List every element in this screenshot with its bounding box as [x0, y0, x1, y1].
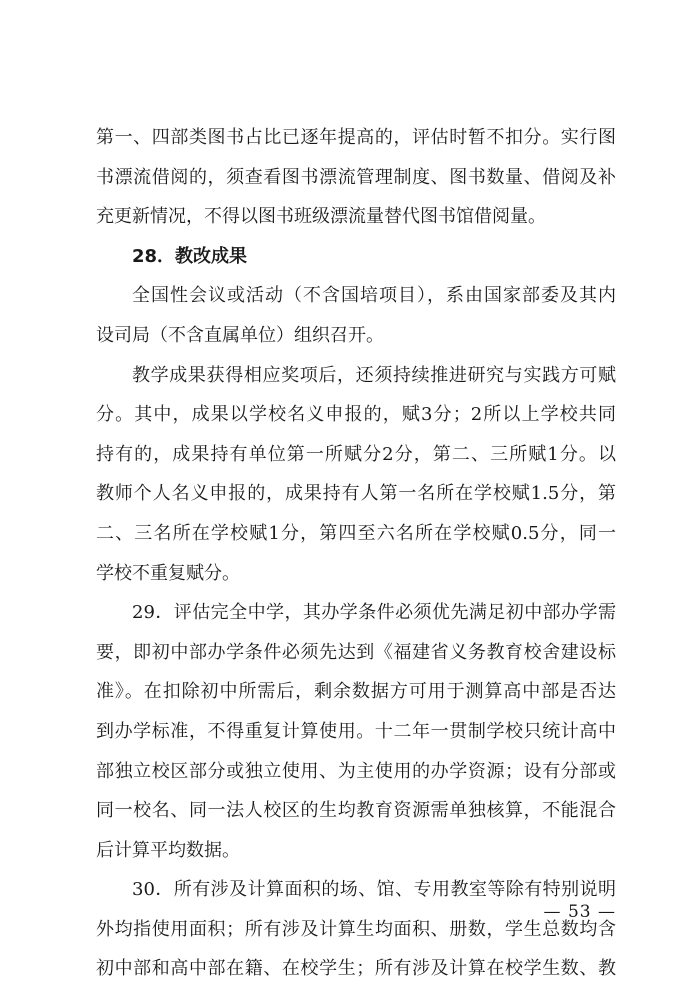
text-line: 到办学标准，不得重复计算使用。十二年一贯制学校只统计高中 — [96, 720, 616, 742]
document-body — [96, 118, 616, 989]
text-line: 学校不重复赋分。 — [96, 562, 240, 584]
paragraph-item-30 — [96, 870, 616, 989]
paragraph — [96, 356, 616, 594]
text-line: 持有的，成果持有单位第一所赋分2分，第二、三所赋1分。以 — [96, 443, 616, 465]
text-line: 教学成果获得相应奖项后，还须持续推进研究与实践方可赋 — [132, 364, 616, 386]
text-line: 外均指使用面积；所有涉及计算生均面积、册数，学生总数均含 — [96, 918, 616, 940]
text-line: 要，即初中部办学条件必须先达到《福建省义务教育校舍建设标 — [96, 641, 616, 663]
text-line: 29．评估完全中学，其办学条件必须优先满足初中部办学需 — [132, 602, 616, 624]
text-line: 后计算平均数据。 — [96, 839, 240, 861]
text-line: 准》。在扣除初中所需后，剩余数据方可用于测算高中部是否达 — [96, 681, 616, 703]
text-line: 部独立校区部分或独立使用、为主使用的办学资源；设有分部或 — [96, 760, 616, 782]
text-line: 分。其中，成果以学校名义申报的，赋3分；2所以上学校共同 — [96, 404, 616, 426]
paragraph-continuation — [96, 118, 616, 237]
text-line: 同一校名、同一法人校区的生均教育资源需单独核算，不能混合 — [96, 800, 616, 822]
text-line: 教师个人名义申报的，成果持有人第一名所在学校赋1.5分，第 — [96, 483, 616, 505]
paragraph — [96, 276, 616, 355]
text-line: 设司局（不含直属单位）组织召开。 — [96, 324, 384, 346]
text-line: 初中部和高中部在籍、在校学生；所有涉及计算在校学生数、教 — [96, 958, 616, 980]
section-heading-28: 28．教改成果 — [132, 245, 248, 267]
page-number: — 53 — — [543, 902, 616, 922]
text-line: 30．所有涉及计算面积的场、馆、专用教室等除有特别说明 — [132, 879, 616, 901]
text-line: 二、三名所在学校赋1分，第四至六名所在学校赋0.5分，同一 — [96, 522, 616, 544]
text-line: 第一、四部类图书占比已逐年提高的，评估时暂不扣分。实行图 — [96, 127, 616, 148]
text-line: 书漂流借阅的，须查看图书漂流管理制度、图书数量、借阅及补 — [96, 166, 616, 188]
text-line: 全国性会议或活动（不含国培项目），系由国家部委及其内 — [132, 285, 616, 307]
paragraph-item-29 — [96, 593, 616, 870]
text-line: 充更新情况，不得以图书班级漂流量替代图书馆借阅量。 — [96, 206, 546, 228]
